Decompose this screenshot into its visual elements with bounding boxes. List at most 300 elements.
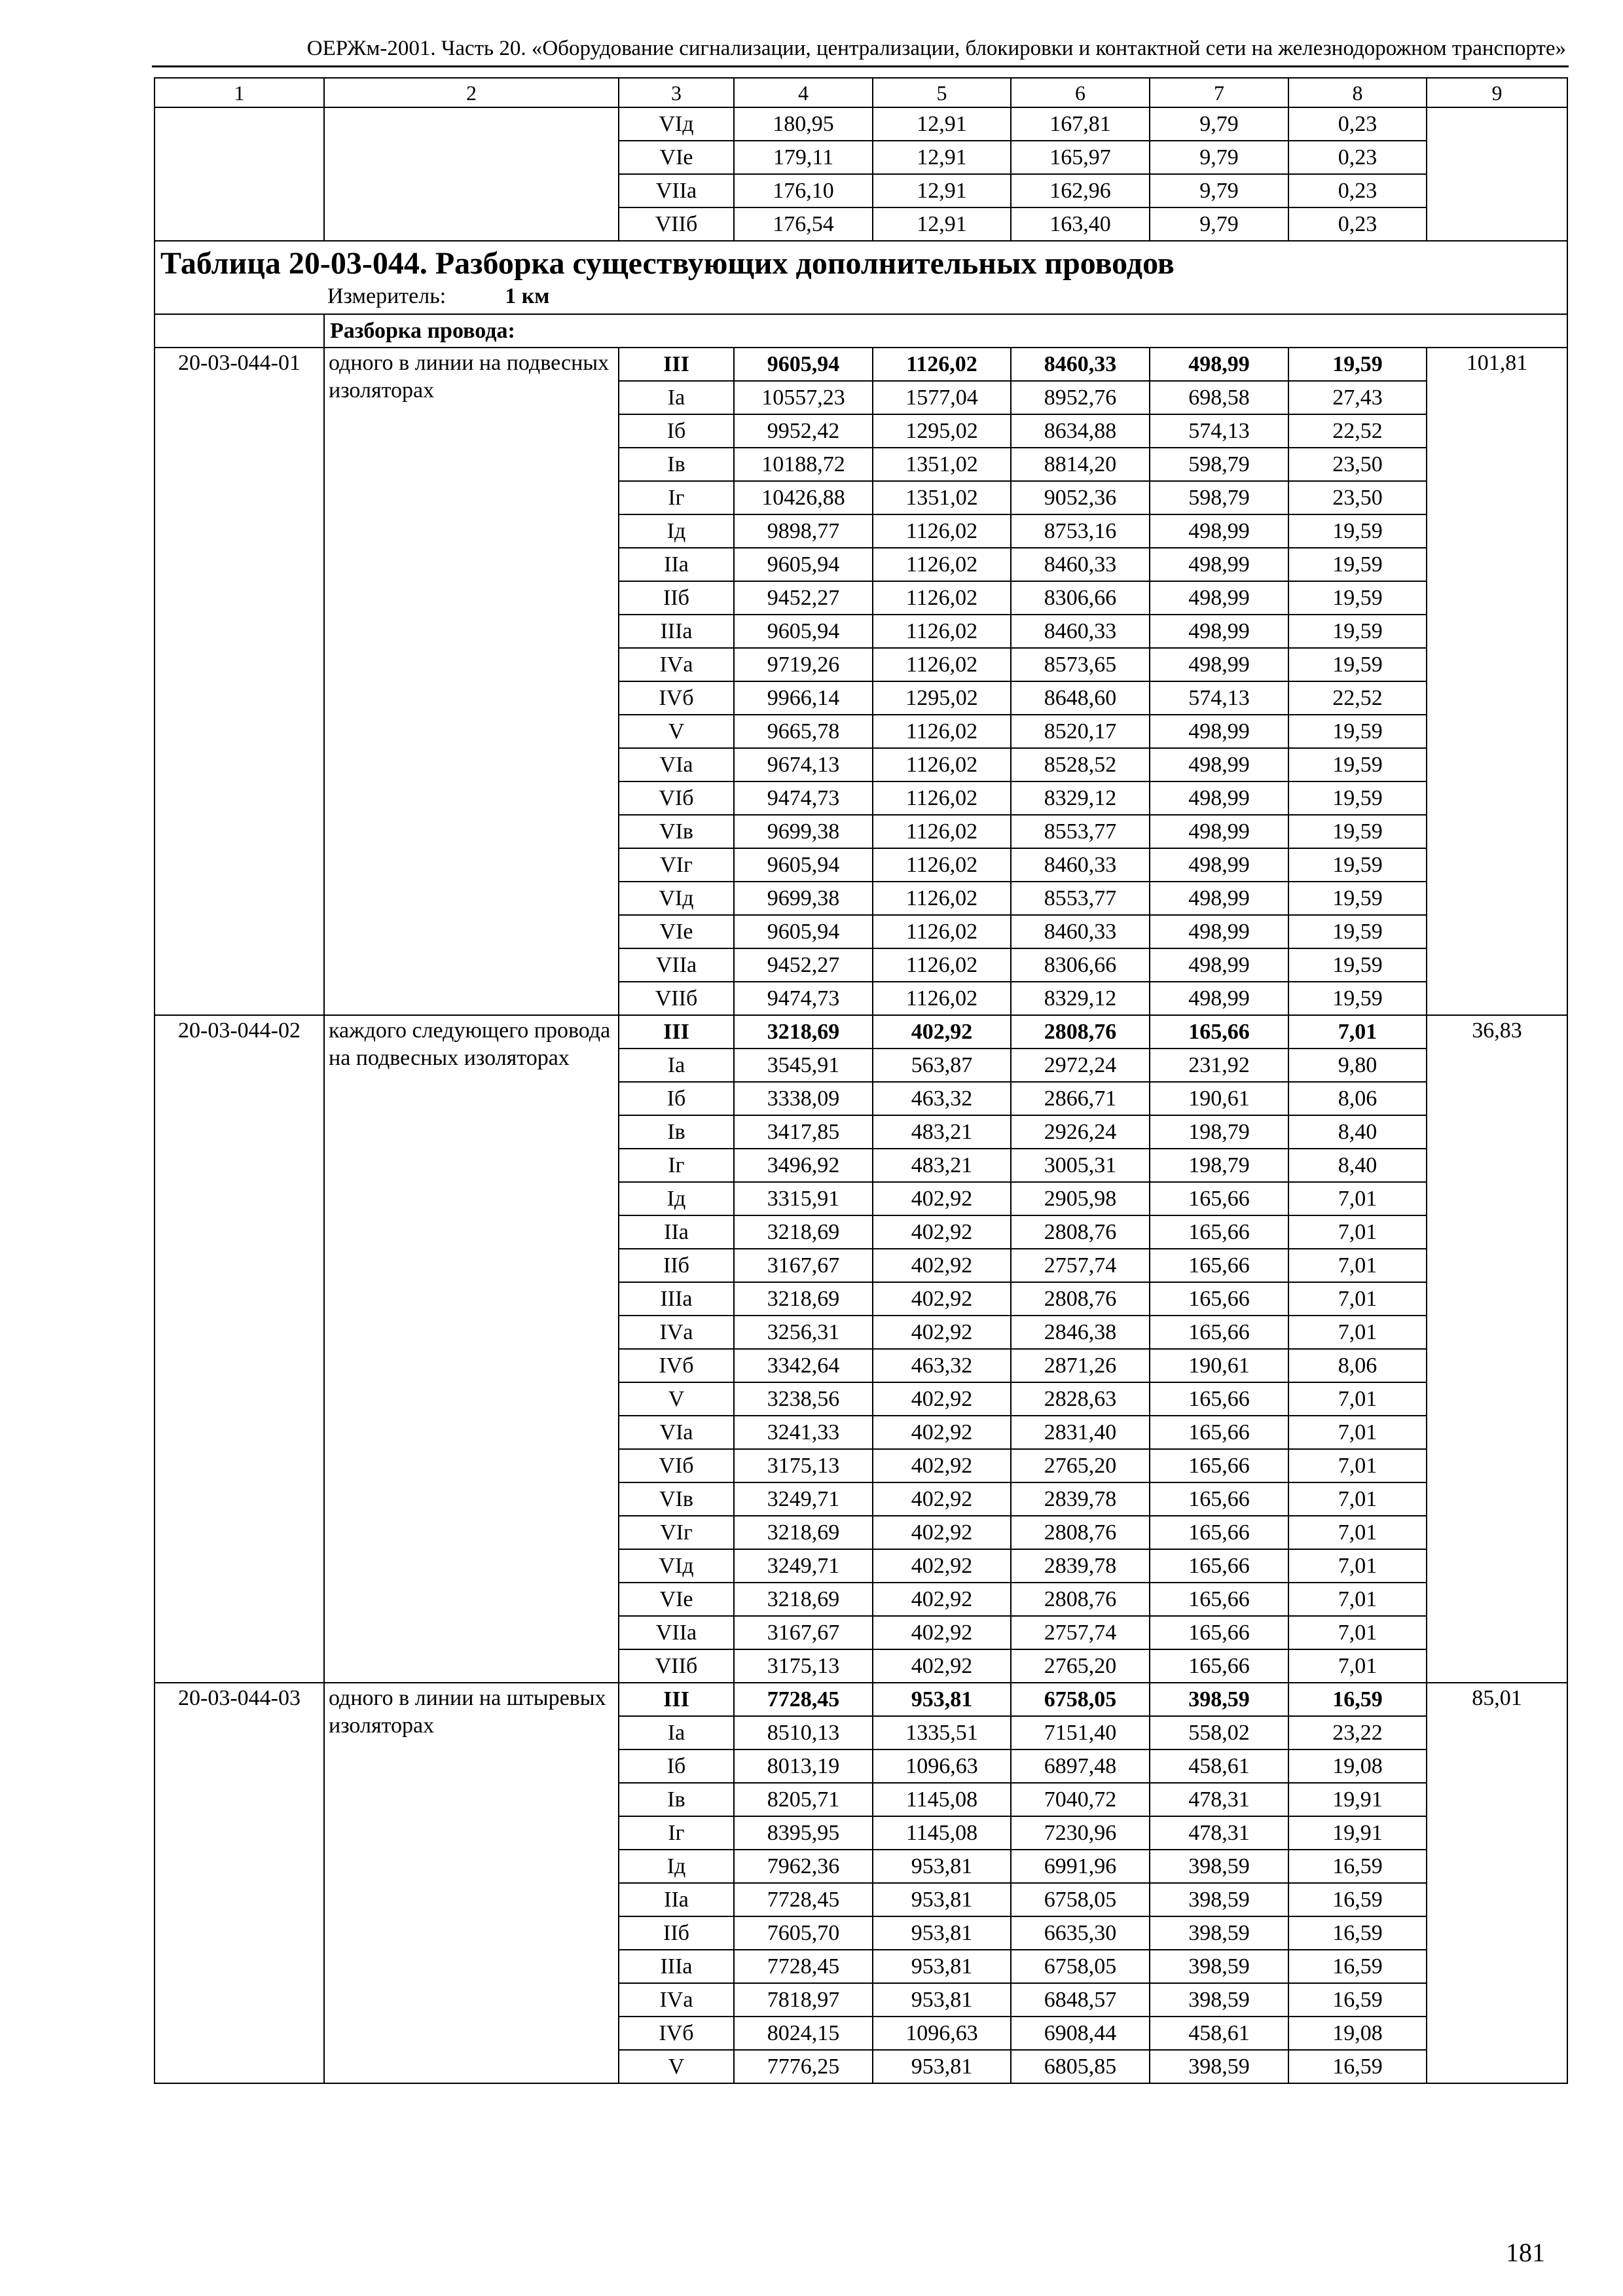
value-cell: 7,01: [1288, 1015, 1427, 1049]
value-cell: 9605,94: [734, 848, 873, 882]
value-cell: 1126,02: [873, 882, 1011, 915]
value-cell: 165,66: [1150, 1282, 1288, 1316]
value-cell: 498,99: [1150, 581, 1288, 615]
value-cell: 498,99: [1150, 615, 1288, 648]
value-cell: 2905,98: [1011, 1182, 1150, 1215]
value-cell: 9474,73: [734, 781, 873, 815]
value-cell: 498,99: [1150, 648, 1288, 681]
value-cell: 402,92: [873, 1382, 1011, 1416]
value-cell: 8553,77: [1011, 815, 1150, 848]
value-cell: 7,01: [1288, 1182, 1427, 1215]
item-note: 85,01: [1427, 1683, 1567, 2083]
value-cell: 165,66: [1150, 1616, 1288, 1649]
value-cell: 165,66: [1150, 1015, 1288, 1049]
value-cell: 8024,15: [734, 2017, 873, 2050]
value-cell: 1126,02: [873, 514, 1011, 548]
item-code: 20-03-044-02: [155, 1015, 324, 1683]
value-cell: 6635,30: [1011, 1916, 1150, 1950]
value-cell: 3005,31: [1011, 1149, 1150, 1182]
value-cell: 498,99: [1150, 848, 1288, 882]
value-cell: 953,81: [873, 1683, 1011, 1716]
value-cell: 598,79: [1150, 448, 1288, 481]
value-cell: 463,32: [873, 1349, 1011, 1382]
value-cell: 574,13: [1150, 681, 1288, 715]
value-cell: 8460,33: [1011, 915, 1150, 948]
value-cell: 7728,45: [734, 1883, 873, 1916]
value-cell: 7818,97: [734, 1983, 873, 2017]
zone-cell: VIд: [619, 882, 734, 915]
zone-cell: Iб: [619, 1082, 734, 1115]
value-cell: 19,59: [1288, 648, 1427, 681]
column-number: 7: [1150, 78, 1288, 107]
zone-cell: Iг: [619, 1149, 734, 1182]
zone-cell: Iг: [619, 1816, 734, 1850]
value-cell: 19,59: [1288, 514, 1427, 548]
unit-label: Измеритель:: [327, 284, 447, 308]
value-cell: 8460,33: [1011, 348, 1150, 381]
value-cell: 6848,57: [1011, 1983, 1150, 2017]
zone-cell: V: [619, 2050, 734, 2083]
zone-cell: Iг: [619, 481, 734, 514]
item-code: 20-03-044-01: [155, 348, 324, 1015]
column-number: 8: [1288, 78, 1427, 107]
value-cell: 953,81: [873, 1883, 1011, 1916]
zone-cell: VIв: [619, 1482, 734, 1516]
value-cell: 198,79: [1150, 1149, 1288, 1182]
zone-cell: VIе: [619, 1583, 734, 1616]
value-cell: 3241,33: [734, 1416, 873, 1449]
value-cell: 180,95: [734, 107, 873, 141]
table-row: [155, 348, 1567, 381]
value-cell: 165,97: [1011, 141, 1150, 174]
value-cell: 7,01: [1288, 1649, 1427, 1683]
value-cell: 8306,66: [1011, 948, 1150, 982]
zone-cell: Iб: [619, 1749, 734, 1783]
zone-cell: VIв: [619, 815, 734, 848]
value-cell: 598,79: [1150, 481, 1288, 514]
value-cell: 7776,25: [734, 2050, 873, 2083]
zone-cell: IIIа: [619, 1282, 734, 1316]
value-cell: 9699,38: [734, 815, 873, 848]
value-cell: 3496,92: [734, 1149, 873, 1182]
value-cell: 165,66: [1150, 1316, 1288, 1349]
value-cell: 2808,76: [1011, 1583, 1150, 1616]
value-cell: 3417,85: [734, 1115, 873, 1149]
value-cell: 3249,71: [734, 1549, 873, 1583]
value-cell: 1577,04: [873, 381, 1011, 414]
zone-cell: VIд: [619, 1549, 734, 1583]
value-cell: 165,66: [1150, 1649, 1288, 1683]
value-cell: 953,81: [873, 1916, 1011, 1950]
value-cell: 2765,20: [1011, 1449, 1150, 1482]
value-cell: 9605,94: [734, 615, 873, 648]
value-cell: 1126,02: [873, 915, 1011, 948]
value-cell: 8952,76: [1011, 381, 1150, 414]
value-cell: 179,11: [734, 141, 873, 174]
value-cell: 7,01: [1288, 1482, 1427, 1516]
zone-cell: IVб: [619, 1349, 734, 1382]
value-cell: 3238,56: [734, 1382, 873, 1416]
value-cell: 7,01: [1288, 1316, 1427, 1349]
value-cell: 7151,40: [1011, 1716, 1150, 1749]
value-cell: 16,59: [1288, 2050, 1427, 2083]
table-title: Таблица 20-03-044. Разборка существующих дополнительных проводов: [160, 246, 1175, 281]
value-cell: 165,66: [1150, 1449, 1288, 1482]
zone-cell: VIIб: [619, 982, 734, 1015]
value-cell: 165,66: [1150, 1583, 1288, 1616]
value-cell: 398,59: [1150, 1850, 1288, 1883]
item-description: каждого следующего провода на подвесных изоляторах: [324, 1015, 619, 1683]
value-cell: 9474,73: [734, 982, 873, 1015]
value-cell: 463,32: [873, 1082, 1011, 1115]
zone-cell: VIе: [619, 141, 734, 174]
value-cell: 8814,20: [1011, 448, 1150, 481]
value-cell: 1145,08: [873, 1816, 1011, 1850]
value-cell: 19,59: [1288, 348, 1427, 381]
value-cell: 1126,02: [873, 748, 1011, 781]
value-cell: 8460,33: [1011, 848, 1150, 882]
value-cell: 3175,13: [734, 1449, 873, 1482]
zone-cell: VIIб: [619, 1649, 734, 1683]
value-cell: 2828,63: [1011, 1382, 1150, 1416]
value-cell: 9052,36: [1011, 481, 1150, 514]
zone-cell: Iа: [619, 381, 734, 414]
value-cell: 2871,26: [1011, 1349, 1150, 1382]
value-cell: 10426,88: [734, 481, 873, 514]
column-number: 4: [734, 78, 873, 107]
value-cell: 7,01: [1288, 1449, 1427, 1482]
value-cell: 19,59: [1288, 982, 1427, 1015]
zone-cell: IIб: [619, 1249, 734, 1282]
table-row: [155, 1683, 1567, 1716]
value-cell: 398,59: [1150, 1950, 1288, 1983]
value-cell: 498,99: [1150, 915, 1288, 948]
zone-cell: VIIа: [619, 948, 734, 982]
value-cell: 478,31: [1150, 1783, 1288, 1816]
value-cell: 398,59: [1150, 1983, 1288, 2017]
zone-cell: Iд: [619, 514, 734, 548]
column-number: 1: [155, 78, 324, 107]
value-cell: 402,92: [873, 1482, 1011, 1516]
value-cell: 0,23: [1288, 174, 1427, 207]
value-cell: 165,66: [1150, 1549, 1288, 1583]
value-cell: 498,99: [1150, 548, 1288, 581]
value-cell: 7,01: [1288, 1215, 1427, 1249]
value-cell: 2765,20: [1011, 1649, 1150, 1683]
zone-cell: IIб: [619, 581, 734, 615]
value-cell: 2831,40: [1011, 1416, 1150, 1449]
value-cell: 7605,70: [734, 1916, 873, 1950]
zone-cell: IVа: [619, 648, 734, 681]
value-cell: 10557,23: [734, 381, 873, 414]
value-cell: 7,01: [1288, 1416, 1427, 1449]
section-row: [155, 314, 1567, 348]
value-cell: 8,40: [1288, 1149, 1427, 1182]
value-cell: 402,92: [873, 1215, 1011, 1249]
value-cell: 402,92: [873, 1549, 1011, 1583]
value-cell: 498,99: [1150, 781, 1288, 815]
value-cell: 1335,51: [873, 1716, 1011, 1749]
value-cell: 6758,05: [1011, 1883, 1150, 1916]
unit-value: 1 км: [505, 284, 550, 308]
zone-cell: V: [619, 1382, 734, 1416]
value-cell: 190,61: [1150, 1349, 1288, 1382]
table-row: [155, 107, 1567, 141]
value-cell: 16,59: [1288, 1950, 1427, 1983]
value-cell: 0,23: [1288, 107, 1427, 141]
value-cell: 6805,85: [1011, 2050, 1150, 2083]
value-cell: 498,99: [1150, 348, 1288, 381]
value-cell: 498,99: [1150, 748, 1288, 781]
value-cell: 176,54: [734, 207, 873, 241]
value-cell: 19,91: [1288, 1783, 1427, 1816]
value-cell: 198,79: [1150, 1115, 1288, 1149]
value-cell: 9719,26: [734, 648, 873, 681]
value-cell: 9605,94: [734, 348, 873, 381]
value-cell: 165,66: [1150, 1482, 1288, 1516]
value-cell: 8,06: [1288, 1082, 1427, 1115]
value-cell: 8634,88: [1011, 414, 1150, 448]
value-cell: 19,59: [1288, 882, 1427, 915]
zone-cell: III: [619, 1015, 734, 1049]
column-number: 3: [619, 78, 734, 107]
value-cell: 9966,14: [734, 681, 873, 715]
zone-cell: III: [619, 1683, 734, 1716]
value-cell: 698,58: [1150, 381, 1288, 414]
value-cell: 9898,77: [734, 514, 873, 548]
running-header: ОЕРЖм-2001. Часть 20. «Оборудование сигнализации, централизации, блокировки и контактной сети на железнодорожном транспорте»: [306, 37, 1566, 60]
value-cell: 2808,76: [1011, 1215, 1150, 1249]
value-cell: 1126,02: [873, 548, 1011, 581]
zone-cell: VIIб: [619, 207, 734, 241]
value-cell: 3249,71: [734, 1482, 873, 1516]
value-cell: 3218,69: [734, 1516, 873, 1549]
value-cell: 7,01: [1288, 1549, 1427, 1583]
value-cell: 3338,09: [734, 1082, 873, 1115]
value-cell: 1145,08: [873, 1783, 1011, 1816]
value-cell: 3167,67: [734, 1616, 873, 1649]
value-cell: 3315,91: [734, 1182, 873, 1215]
zone-cell: VIг: [619, 1516, 734, 1549]
value-cell: 9699,38: [734, 882, 873, 915]
zone-cell: VIе: [619, 915, 734, 948]
zone-cell: IIа: [619, 1215, 734, 1249]
value-cell: 2926,24: [1011, 1115, 1150, 1149]
zone-cell: IIIа: [619, 1950, 734, 1983]
value-cell: 563,87: [873, 1049, 1011, 1082]
item-description: одного в линии на подвесных изоляторах: [324, 348, 619, 1015]
item-note: 36,83: [1427, 1015, 1567, 1683]
value-cell: 19,59: [1288, 548, 1427, 581]
value-cell: 3218,69: [734, 1015, 873, 1049]
table-title-cell: [155, 241, 1567, 314]
value-cell: 9,80: [1288, 1049, 1427, 1082]
zone-cell: V: [619, 715, 734, 748]
value-cell: 176,10: [734, 174, 873, 207]
zone-cell: VIIа: [619, 174, 734, 207]
value-cell: 19,59: [1288, 748, 1427, 781]
value-cell: 19,91: [1288, 1816, 1427, 1850]
value-cell: 19,59: [1288, 715, 1427, 748]
value-cell: 8460,33: [1011, 548, 1150, 581]
item-code: 20-03-044-03: [155, 1683, 324, 2083]
value-cell: 8573,65: [1011, 648, 1150, 681]
zone-cell: Iб: [619, 414, 734, 448]
value-cell: 1126,02: [873, 581, 1011, 615]
value-cell: 9,79: [1150, 174, 1288, 207]
table-title-row: [155, 241, 1567, 314]
value-cell: 574,13: [1150, 414, 1288, 448]
value-cell: 165,66: [1150, 1516, 1288, 1549]
value-cell: 458,61: [1150, 1749, 1288, 1783]
value-cell: 8,06: [1288, 1349, 1427, 1382]
value-cell: 498,99: [1150, 715, 1288, 748]
value-cell: 2808,76: [1011, 1516, 1150, 1549]
column-number: 5: [873, 78, 1011, 107]
value-cell: 402,92: [873, 1015, 1011, 1049]
zone-cell: VIа: [619, 1416, 734, 1449]
value-cell: 402,92: [873, 1416, 1011, 1449]
zone-cell: IVб: [619, 681, 734, 715]
value-cell: 483,21: [873, 1115, 1011, 1149]
page-number: 181: [1506, 2238, 1545, 2267]
value-cell: 8510,13: [734, 1716, 873, 1749]
value-cell: 7230,96: [1011, 1816, 1150, 1850]
value-cell: 9,79: [1150, 207, 1288, 241]
zone-cell: VIг: [619, 848, 734, 882]
value-cell: 402,92: [873, 1583, 1011, 1616]
value-cell: 478,31: [1150, 1816, 1288, 1850]
value-cell: 402,92: [873, 1616, 1011, 1649]
value-cell: 12,91: [873, 141, 1011, 174]
value-cell: 8306,66: [1011, 581, 1150, 615]
value-cell: 165,66: [1150, 1382, 1288, 1416]
value-cell: 19,59: [1288, 948, 1427, 982]
zone-cell: IVа: [619, 1983, 734, 2017]
value-cell: 12,91: [873, 174, 1011, 207]
value-cell: 8528,52: [1011, 748, 1150, 781]
value-cell: 402,92: [873, 1282, 1011, 1316]
value-cell: 1126,02: [873, 815, 1011, 848]
value-cell: 23,50: [1288, 481, 1427, 514]
value-cell: 7,01: [1288, 1282, 1427, 1316]
value-cell: 398,59: [1150, 1883, 1288, 1916]
value-cell: 6991,96: [1011, 1850, 1150, 1883]
item-description: одного в линии на штыревых изоляторах: [324, 1683, 619, 2083]
value-cell: 6908,44: [1011, 2017, 1150, 2050]
value-cell: 12,91: [873, 107, 1011, 141]
value-cell: 3218,69: [734, 1282, 873, 1316]
value-cell: 3175,13: [734, 1649, 873, 1683]
column-number: 6: [1011, 78, 1150, 107]
zone-cell: III: [619, 348, 734, 381]
value-cell: 9,79: [1150, 141, 1288, 174]
value-cell: 1126,02: [873, 781, 1011, 815]
value-cell: 953,81: [873, 1850, 1011, 1883]
zone-cell: VIIа: [619, 1616, 734, 1649]
value-cell: 19,59: [1288, 581, 1427, 615]
section-label: Разборка провода:: [324, 314, 1567, 348]
value-cell: 27,43: [1288, 381, 1427, 414]
zone-cell: Iа: [619, 1716, 734, 1749]
value-cell: 3167,67: [734, 1249, 873, 1282]
zone-cell: IVа: [619, 1316, 734, 1349]
value-cell: 9605,94: [734, 915, 873, 948]
value-cell: 19,59: [1288, 781, 1427, 815]
column-number: 2: [324, 78, 619, 107]
value-cell: 398,59: [1150, 2050, 1288, 2083]
blank-description-cell: [324, 107, 619, 241]
value-cell: 953,81: [873, 2050, 1011, 2083]
value-cell: 498,99: [1150, 514, 1288, 548]
header-rule: [152, 65, 1569, 67]
value-cell: 2757,74: [1011, 1249, 1150, 1282]
value-cell: 2757,74: [1011, 1616, 1150, 1649]
value-cell: 16,59: [1288, 1916, 1427, 1950]
value-cell: 22,52: [1288, 414, 1427, 448]
value-cell: 1126,02: [873, 848, 1011, 882]
value-cell: 1126,02: [873, 715, 1011, 748]
value-cell: 2866,71: [1011, 1082, 1150, 1115]
section-blank-cell: [155, 314, 324, 348]
value-cell: 231,92: [1150, 1049, 1288, 1082]
value-cell: 1126,02: [873, 648, 1011, 681]
zone-cell: VIб: [619, 781, 734, 815]
value-cell: 1126,02: [873, 348, 1011, 381]
value-cell: 498,99: [1150, 815, 1288, 848]
zone-cell: Iв: [619, 1115, 734, 1149]
zone-cell: Iд: [619, 1182, 734, 1215]
value-cell: 3342,64: [734, 1349, 873, 1382]
value-cell: 7,01: [1288, 1249, 1427, 1282]
value-cell: 8553,77: [1011, 882, 1150, 915]
value-cell: 19,08: [1288, 1749, 1427, 1783]
value-cell: 9665,78: [734, 715, 873, 748]
value-cell: 12,91: [873, 207, 1011, 241]
price-table: [154, 77, 1568, 2084]
value-cell: 162,96: [1011, 174, 1150, 207]
table-row: [155, 1015, 1567, 1049]
value-cell: 165,66: [1150, 1249, 1288, 1282]
column-number-row: [155, 78, 1567, 107]
value-cell: 2839,78: [1011, 1549, 1150, 1583]
value-cell: 7,01: [1288, 1583, 1427, 1616]
zone-cell: Iв: [619, 448, 734, 481]
value-cell: 1295,02: [873, 414, 1011, 448]
value-cell: 3218,69: [734, 1215, 873, 1249]
value-cell: 7962,36: [734, 1850, 873, 1883]
value-cell: 19,08: [1288, 2017, 1427, 2050]
zone-cell: Iд: [619, 1850, 734, 1883]
value-cell: 9452,27: [734, 948, 873, 982]
value-cell: 2846,38: [1011, 1316, 1150, 1349]
value-cell: 2808,76: [1011, 1015, 1150, 1049]
value-cell: 402,92: [873, 1249, 1011, 1282]
value-cell: 10188,72: [734, 448, 873, 481]
zone-cell: IIа: [619, 1883, 734, 1916]
value-cell: 165,66: [1150, 1416, 1288, 1449]
zone-cell: IIа: [619, 548, 734, 581]
value-cell: 1096,63: [873, 1749, 1011, 1783]
value-cell: 16,59: [1288, 1883, 1427, 1916]
value-cell: 8329,12: [1011, 982, 1150, 1015]
value-cell: 398,59: [1150, 1683, 1288, 1716]
value-cell: 7,01: [1288, 1516, 1427, 1549]
value-cell: 16,59: [1288, 1983, 1427, 2017]
zone-cell: Iв: [619, 1783, 734, 1816]
value-cell: 16,59: [1288, 1683, 1427, 1716]
zone-cell: IVб: [619, 2017, 734, 2050]
